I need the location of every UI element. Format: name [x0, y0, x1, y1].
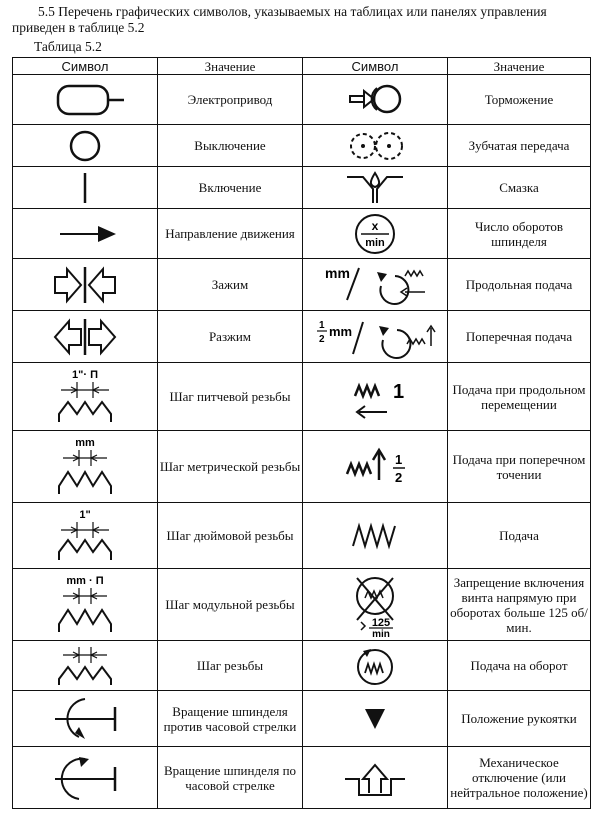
meaning-cell: Подача на оборот [448, 641, 591, 691]
meaning-cell: Шаг модульной резьбы [158, 569, 303, 641]
table-row [13, 431, 591, 503]
direction-arrow-icon [13, 209, 158, 259]
column-header-meaning: Значение [448, 58, 591, 75]
meaning-cell: Разжим [158, 311, 303, 363]
meaning-cell: Подача при поперечном точении [448, 431, 591, 503]
meaning-cell: Смазка [448, 167, 591, 209]
pitch-thread-icon [13, 363, 158, 431]
spindle-rpm-icon [303, 209, 448, 259]
table-row [13, 75, 591, 125]
inch-label: 1" [79, 508, 91, 521]
metric-thread-icon [13, 431, 158, 503]
cross-turning-feed-icon [303, 431, 448, 503]
table-row [13, 311, 591, 363]
meaning-cell: Подача при продольном перемещении [448, 363, 591, 431]
feed-per-rev-icon [303, 641, 448, 691]
meaning-cell: Поперечная подача [448, 311, 591, 363]
lubrication-icon [303, 167, 448, 209]
feed-mm-label: mm [329, 323, 353, 339]
electric-drive-icon [13, 75, 158, 125]
meaning-cell: Вращение шпинделя по часовой стрелке [158, 747, 303, 809]
table-header-row [13, 58, 591, 75]
rpm-min-label: min [365, 236, 385, 249]
longitudinal-move-feed-icon [303, 363, 448, 431]
gear-transmission-icon [303, 125, 448, 167]
column-header-symbol: Символ [303, 58, 448, 75]
meaning-cell: Шаг дюймовой резьбы [158, 503, 303, 569]
feed-icon [303, 503, 448, 569]
spindle-cw-icon [13, 747, 158, 809]
thread-pitch-icon [13, 641, 158, 691]
rpm-x-label: x [371, 218, 379, 233]
unclamp-icon [13, 311, 158, 363]
table-row [13, 691, 591, 747]
half-num-label: 1 [319, 319, 325, 331]
column-header-meaning: Значение [158, 58, 303, 75]
meaning-cell: Зажим [158, 259, 303, 311]
spindle-ccw-icon [13, 691, 158, 747]
mechanical-disengage-icon [303, 747, 448, 809]
metric-mm-label: mm [75, 436, 95, 449]
clamp-icon [13, 259, 158, 311]
column-header-symbol: Символ [13, 58, 158, 75]
meaning-cell: Запрещение включения винта напрямую при оборотах больше 125 об/мин. [448, 569, 591, 641]
table-row [13, 503, 591, 569]
section-heading: 5.5 Перечень графических символов, указываемых на таблицах или панелях управления приведен в таблице 5.2 [12, 4, 547, 35]
meaning-cell: Направление движения [158, 209, 303, 259]
off-circle-icon [13, 125, 158, 167]
feed-mm-label: mm [325, 264, 350, 281]
table-row [13, 125, 591, 167]
pitch-label: 1"· П [72, 368, 98, 381]
meaning-cell: Положение рукоятки [448, 691, 591, 747]
meaning-cell: Включение [158, 167, 303, 209]
module-label: mm · П [66, 574, 104, 587]
meaning-cell: Продольная подача [448, 259, 591, 311]
table-row [13, 259, 591, 311]
meaning-cell: Число оборотов шпинделя [448, 209, 591, 259]
half-num-label: 1 [395, 451, 403, 467]
table-row [13, 641, 591, 691]
symbols-table [12, 57, 591, 809]
rpm-min-label: min [372, 628, 390, 638]
half-den-label: 2 [395, 469, 403, 485]
cross-feed-icon [303, 311, 448, 363]
meaning-cell: Выключение [158, 125, 303, 167]
no-direct-screw-icon [303, 569, 448, 641]
table-caption: Таблица 5.2 [34, 39, 102, 54]
meaning-cell: Механическое отключение (или нейтральное положение) [448, 747, 591, 809]
table-row [13, 747, 591, 809]
one-label: 1 [393, 380, 405, 403]
meaning-cell: Шаг метрической резьбы [158, 431, 303, 503]
inch-thread-icon [13, 503, 158, 569]
braking-icon [303, 75, 448, 125]
handle-position-icon [303, 691, 448, 747]
meaning-cell: Вращение шпинделя против часовой стрелки [158, 691, 303, 747]
meaning-cell: Торможение [448, 75, 591, 125]
meaning-cell: Подача [448, 503, 591, 569]
half-den-label: 2 [319, 333, 325, 345]
meaning-cell: Электропривод [158, 75, 303, 125]
meaning-cell: Зубчатая передача [448, 125, 591, 167]
table-row [13, 363, 591, 431]
meaning-cell: Шаг питчевой резьбы [158, 363, 303, 431]
table-row [13, 209, 591, 259]
longitudinal-feed-icon [303, 259, 448, 311]
table-row [13, 167, 591, 209]
on-line-icon [13, 167, 158, 209]
table-row [13, 569, 591, 641]
rpm-125-label: 125 [371, 616, 391, 629]
meaning-cell: Шаг резьбы [158, 641, 303, 691]
module-thread-icon [13, 569, 158, 641]
